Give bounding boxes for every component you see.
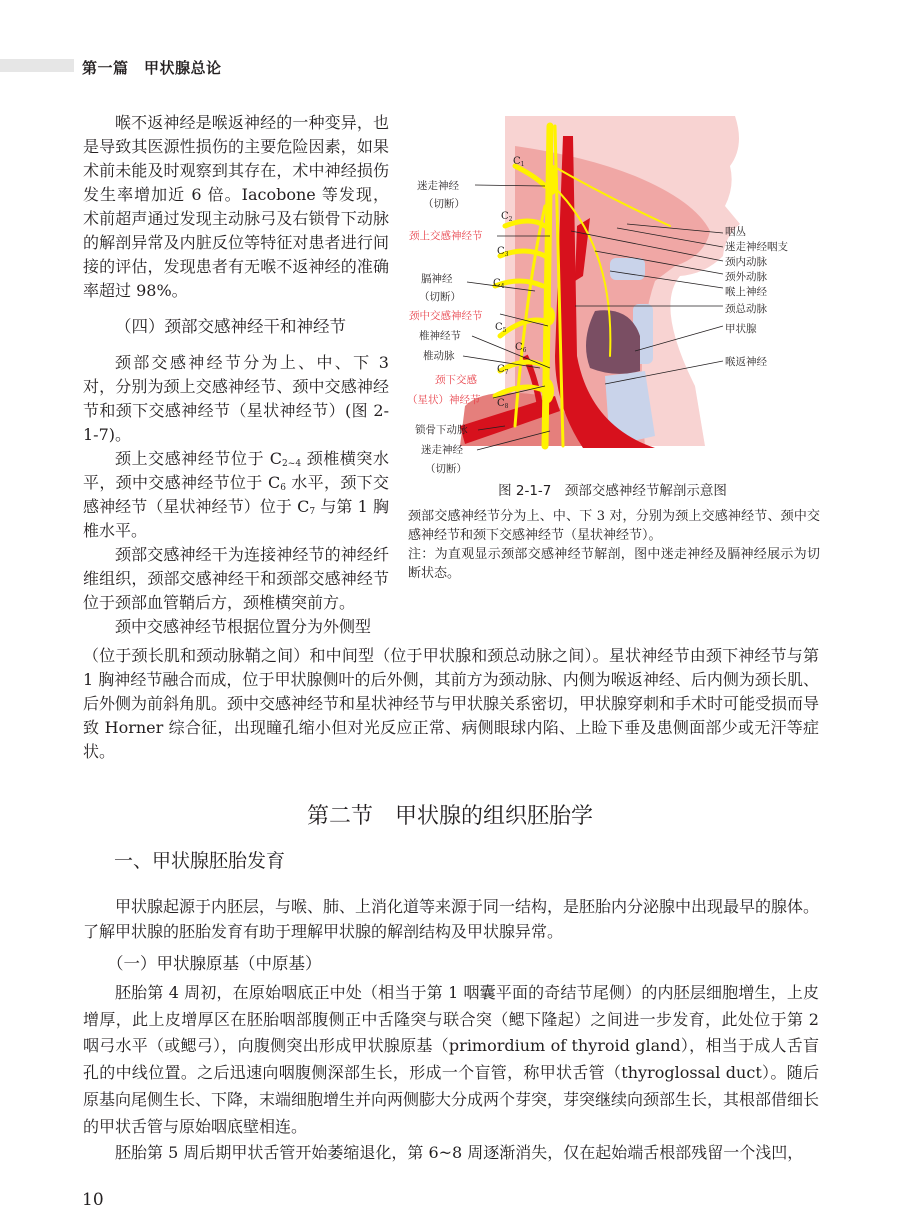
label-internal-carotid: 颈内动脉 bbox=[725, 256, 767, 268]
label-cut: （切断） bbox=[423, 198, 465, 210]
paragraph-ganglia-levels bbox=[83, 447, 389, 543]
text: 与第 1 胸椎水平。 bbox=[83, 497, 389, 540]
paragraph-thyroid-origin: 甲状腺起源于内胚层，与喉、肺、上消化道等来源于同一结构，是胚胎内分泌腺中出现最早的腺体。了解甲状腺的胚胎发育有助于理解甲状腺的解剖结构及甲状腺异常。 bbox=[83, 897, 820, 941]
label-superior-ganglion: 颈上交感神经节 bbox=[409, 230, 483, 242]
text: 颈椎横突水平，颈中交感神经节位于 C bbox=[83, 449, 389, 492]
text: 水平，颈下交感神经节（星状神经节）位于 C bbox=[83, 473, 389, 516]
paragraph-middle-ganglion-cont: （位于颈长肌和颈动脉鞘之间）和中间型（位于甲状腺和颈总动脉之间）。星状神经节由颈下神经节与第 1 胸神经节融合而成，位于甲状腺侧叶的后外侧，其前方为颈动脉、内侧为喉返神经、后内侧为颈长肌、后外侧为前斜角肌。颈中交感神经节和星状神经节与甲状腺关系密切，甲状腺穿刺和手术时可能受损而导致 Horner 综合征，出现瞳孔缩小但对光反应正常、病侧眼球内陷、上睑下垂及患侧面部少或无汗等症状。 bbox=[83, 646, 820, 761]
label-c1: $C_1$ bbox=[513, 156, 525, 168]
label-c2: $C_2$ bbox=[501, 211, 513, 223]
anatomy-figure bbox=[405, 106, 820, 476]
label-vagus: 迷走神经 bbox=[417, 180, 459, 192]
page-body bbox=[83, 111, 819, 1211]
text: 颈上交感神经节位于 C bbox=[115, 449, 283, 468]
top-row bbox=[83, 111, 819, 639]
label-thyroid: 甲状腺 bbox=[725, 323, 757, 335]
label-common-carotid: 颈总动脉 bbox=[725, 303, 767, 315]
figure-column bbox=[405, 106, 820, 583]
header-bar bbox=[0, 59, 74, 72]
label-c8: $C_8$ bbox=[497, 398, 509, 410]
stellate-ganglion bbox=[542, 379, 554, 403]
heading-thyroid-primordium: （一）甲状腺原基（中原基） bbox=[107, 954, 322, 973]
hyoid-cartilage bbox=[610, 258, 645, 280]
paragraph-middle-ganglion-start: 颈中交感神经节根据位置分为外侧型 bbox=[115, 617, 372, 636]
subscript: 2~4 bbox=[282, 459, 302, 469]
label-vagus: 迷走神经 bbox=[421, 444, 463, 456]
label-c7: $C_7$ bbox=[497, 364, 509, 376]
figure-caption bbox=[405, 507, 820, 583]
label-c6: $C_6$ bbox=[515, 342, 527, 354]
label-inferior-ganglion: 颈下交感 bbox=[435, 374, 477, 386]
paragraph-ganglia-pairs: 颈部交感神经节分为上、中、下 3 对，分别为颈上交感神经节、颈中交感神经节和颈下交感神经节（星状神经节）(图 2-1-7)。 bbox=[83, 353, 389, 444]
left-column bbox=[83, 111, 389, 639]
paragraph-primordium: 胚胎第 4 周初，在原始咽底正中处（相当于第 1 咽囊平面的奇结节尾侧）的内胚层细胞增生，上皮增厚，此上皮增厚区在胚胎咽部腹侧正中舌隆突与联合突（鳃下隆起）之间进一步发育，此处位于第 2 咽弓水平（或鳃弓），向腹侧突出形成甲状腺原基（primordium of thyroid gland），相当于成人舌盲孔的中线位置。之后迅速向咽腹侧深部生长，形成一个盲管，称甲状舌管（thyroglossal duct）。随后原基向尾侧生长、下降，末端细胞增生并向两侧膨大分成两个芽突，芽突继续向颈部生长，其根部借细长的甲状舌管与原始咽底壁相连。 bbox=[83, 983, 820, 1136]
section-title: 第二节 甲状腺的组织胚胎学 bbox=[306, 804, 593, 829]
label-vertebral-artery: 椎动脉 bbox=[423, 350, 455, 362]
superior-ganglion bbox=[546, 167, 558, 195]
label-cut: （切断） bbox=[425, 463, 467, 475]
paragraph-sympathetic-trunk: 颈部交感神经干为连接神经节的神经纤维组织，颈部交感神经干和颈部交感神经节位于颈部血管鞘后方，颈椎横突前方。 bbox=[83, 545, 389, 612]
page-number: 10 bbox=[82, 1189, 104, 1210]
label-superior-laryngeal: 喉上神经 bbox=[725, 286, 767, 298]
label-vertebral-ganglion: 椎神经节 bbox=[419, 330, 461, 342]
neck-anatomy-illustration bbox=[405, 106, 820, 476]
label-vagus-pharyngeal-branch: 迷走神经咽支 bbox=[725, 241, 788, 253]
label-stellate: （星状）神经节 bbox=[407, 394, 481, 406]
caption-text: 颈部交感神经节分为上、中、下 3 对，分别为颈上交感神经节、颈中交感神经节和颈下交感神经节（星状神经节）。 bbox=[408, 509, 820, 543]
label-external-carotid: 颈外动脉 bbox=[725, 271, 767, 283]
label-pharyngeal-plexus: 咽丛 bbox=[725, 226, 746, 238]
middle-ganglion bbox=[545, 307, 555, 325]
label-c4: $C_4$ bbox=[493, 278, 505, 290]
label-recurrent-laryngeal: 喉返神经 bbox=[725, 356, 767, 368]
paragraph-week5: 胚胎第 5 周后期甲状舌管开始萎缩退化，第 6~8 周逐渐消失，仅在起始端舌根部残留一个浅凹， bbox=[115, 1143, 804, 1163]
subscript: 7 bbox=[309, 507, 316, 517]
running-title: 第一篇 甲状腺总论 bbox=[82, 59, 222, 77]
subsection-title: 一、甲状腺胚胎发育 bbox=[114, 850, 286, 872]
label-middle-ganglion: 颈中交感神经节 bbox=[409, 310, 483, 322]
label-c5: $C_5$ bbox=[495, 322, 507, 334]
figure-title: 图 2-1-7 颈部交感神经节解剖示意图 bbox=[498, 483, 727, 499]
heading-cervical-sympathetic: （四）颈部交感神经干和神经节 bbox=[115, 317, 346, 336]
paragraph-nonrecurrent-nerve: 喉不返神经是喉返神经的一种变异，也是导致其医源性损伤的主要危险因素，如果术前未能及时观察到其存在，术中神经损伤发生率增加近 6 倍。Iacobone 等发现，术前超声通过发现主动脉弓及右锁骨下动脉的解剖异常及内脏反位等特征对患者进行间接的评估，发现患者有无喉不返神经的准确率超过 98%。 bbox=[83, 113, 389, 300]
label-phrenic: 膈神经 bbox=[421, 273, 453, 285]
subscript: 6 bbox=[280, 483, 286, 493]
label-subclavian: 锁骨下动脉 bbox=[415, 424, 468, 436]
label-c3: $C_3$ bbox=[497, 246, 509, 258]
caption-note: 注：为直观显示颈部交感神经节解剖，图中迷走神经及膈神经展示为切断状态。 bbox=[408, 547, 820, 581]
label-cut: （切断） bbox=[419, 291, 461, 303]
